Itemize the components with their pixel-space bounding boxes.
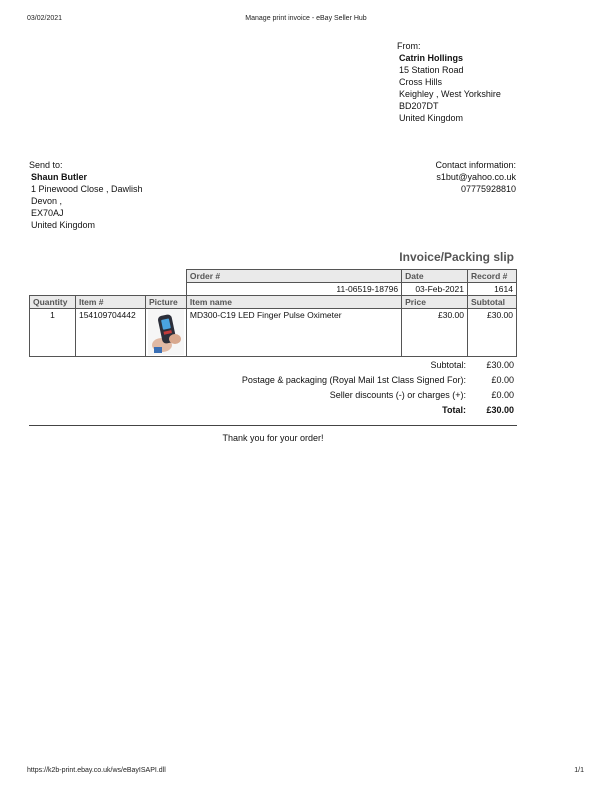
postage-label: Postage & packaging (Royal Mail 1st Class Signed For): (241, 375, 466, 385)
postage-value: £0.00 (491, 375, 514, 385)
send-to-line4: United Kingdom (31, 220, 96, 230)
from-line1: 15 Station Road (399, 65, 464, 75)
send-to-label: Send to: (29, 160, 63, 170)
contact-email: s1but@yahoo.co.uk (436, 172, 516, 182)
discounts-label: Seller discounts (-) or charges (+): (329, 390, 466, 400)
send-to-address (29, 159, 143, 231)
price-header: Price (402, 296, 468, 309)
total-value: £30.00 (486, 405, 514, 415)
send-to-line1: 1 Pinewood Close , Dawlish (31, 184, 143, 194)
print-title: Manage print invoice - eBay Seller Hub (245, 15, 367, 22)
contact-phone: 07775928810 (460, 184, 516, 194)
pulse-oximeter-icon (148, 309, 184, 355)
items-header-row (30, 296, 517, 309)
item-price: £30.00 (402, 309, 468, 357)
contact-info (435, 159, 516, 195)
item-subtotal: £30.00 (467, 309, 516, 357)
order-header-row (30, 270, 517, 283)
table-row (30, 309, 517, 357)
from-address (397, 40, 501, 124)
picture-header: Picture (145, 296, 186, 309)
thank-you-message: Thank you for your order! (222, 433, 324, 443)
record-number: 1614 (467, 283, 516, 296)
page-number: 1/1 (574, 767, 584, 774)
subtotal-label: Subtotal: (430, 360, 466, 370)
item-picture-cell (145, 309, 186, 357)
item-number: 154109704442 (75, 309, 145, 357)
total-label: Total: (442, 405, 466, 415)
from-line4: BD207DT (399, 101, 439, 111)
totals-values (486, 358, 514, 418)
item-name-header: Item name (186, 296, 401, 309)
send-to-line2: Devon , (31, 196, 63, 206)
totals-labels (242, 358, 466, 418)
order-number: 11-06519-18796 (186, 283, 401, 296)
from-line3: Keighley , West Yorkshire (399, 89, 501, 99)
divider (29, 425, 517, 426)
item-quantity: 1 (30, 309, 76, 357)
invoice-title: Invoice/Packing slip (399, 250, 514, 264)
subtotal-header: Subtotal (467, 296, 516, 309)
order-number-header: Order # (186, 270, 401, 283)
from-label: From: (397, 41, 421, 51)
item-number-header: Item # (75, 296, 145, 309)
record-header: Record # (467, 270, 516, 283)
from-name: Catrin Hollings (399, 53, 464, 63)
discounts-value: £0.00 (491, 390, 514, 400)
item-name: MD300-C19 LED Finger Pulse Oximeter (186, 309, 401, 357)
from-line5: United Kingdom (399, 113, 464, 123)
subtotal-value: £30.00 (486, 360, 514, 370)
from-line2: Cross Hills (399, 77, 443, 87)
send-to-line3: EX70AJ (31, 208, 64, 218)
contact-label: Contact information: (435, 160, 516, 170)
order-values-row (30, 283, 517, 296)
send-to-name: Shaun Butler (31, 172, 88, 182)
print-url: https://k2b-print.ebay.co.uk/ws/eBayISAPI.dll (27, 767, 166, 774)
quantity-header: Quantity (30, 296, 76, 309)
order-date: 03-Feb-2021 (402, 283, 468, 296)
pulse-oximeter-image (148, 309, 184, 355)
order-table (29, 269, 517, 357)
print-date: 03/02/2021 (27, 15, 63, 22)
date-header: Date (402, 270, 468, 283)
